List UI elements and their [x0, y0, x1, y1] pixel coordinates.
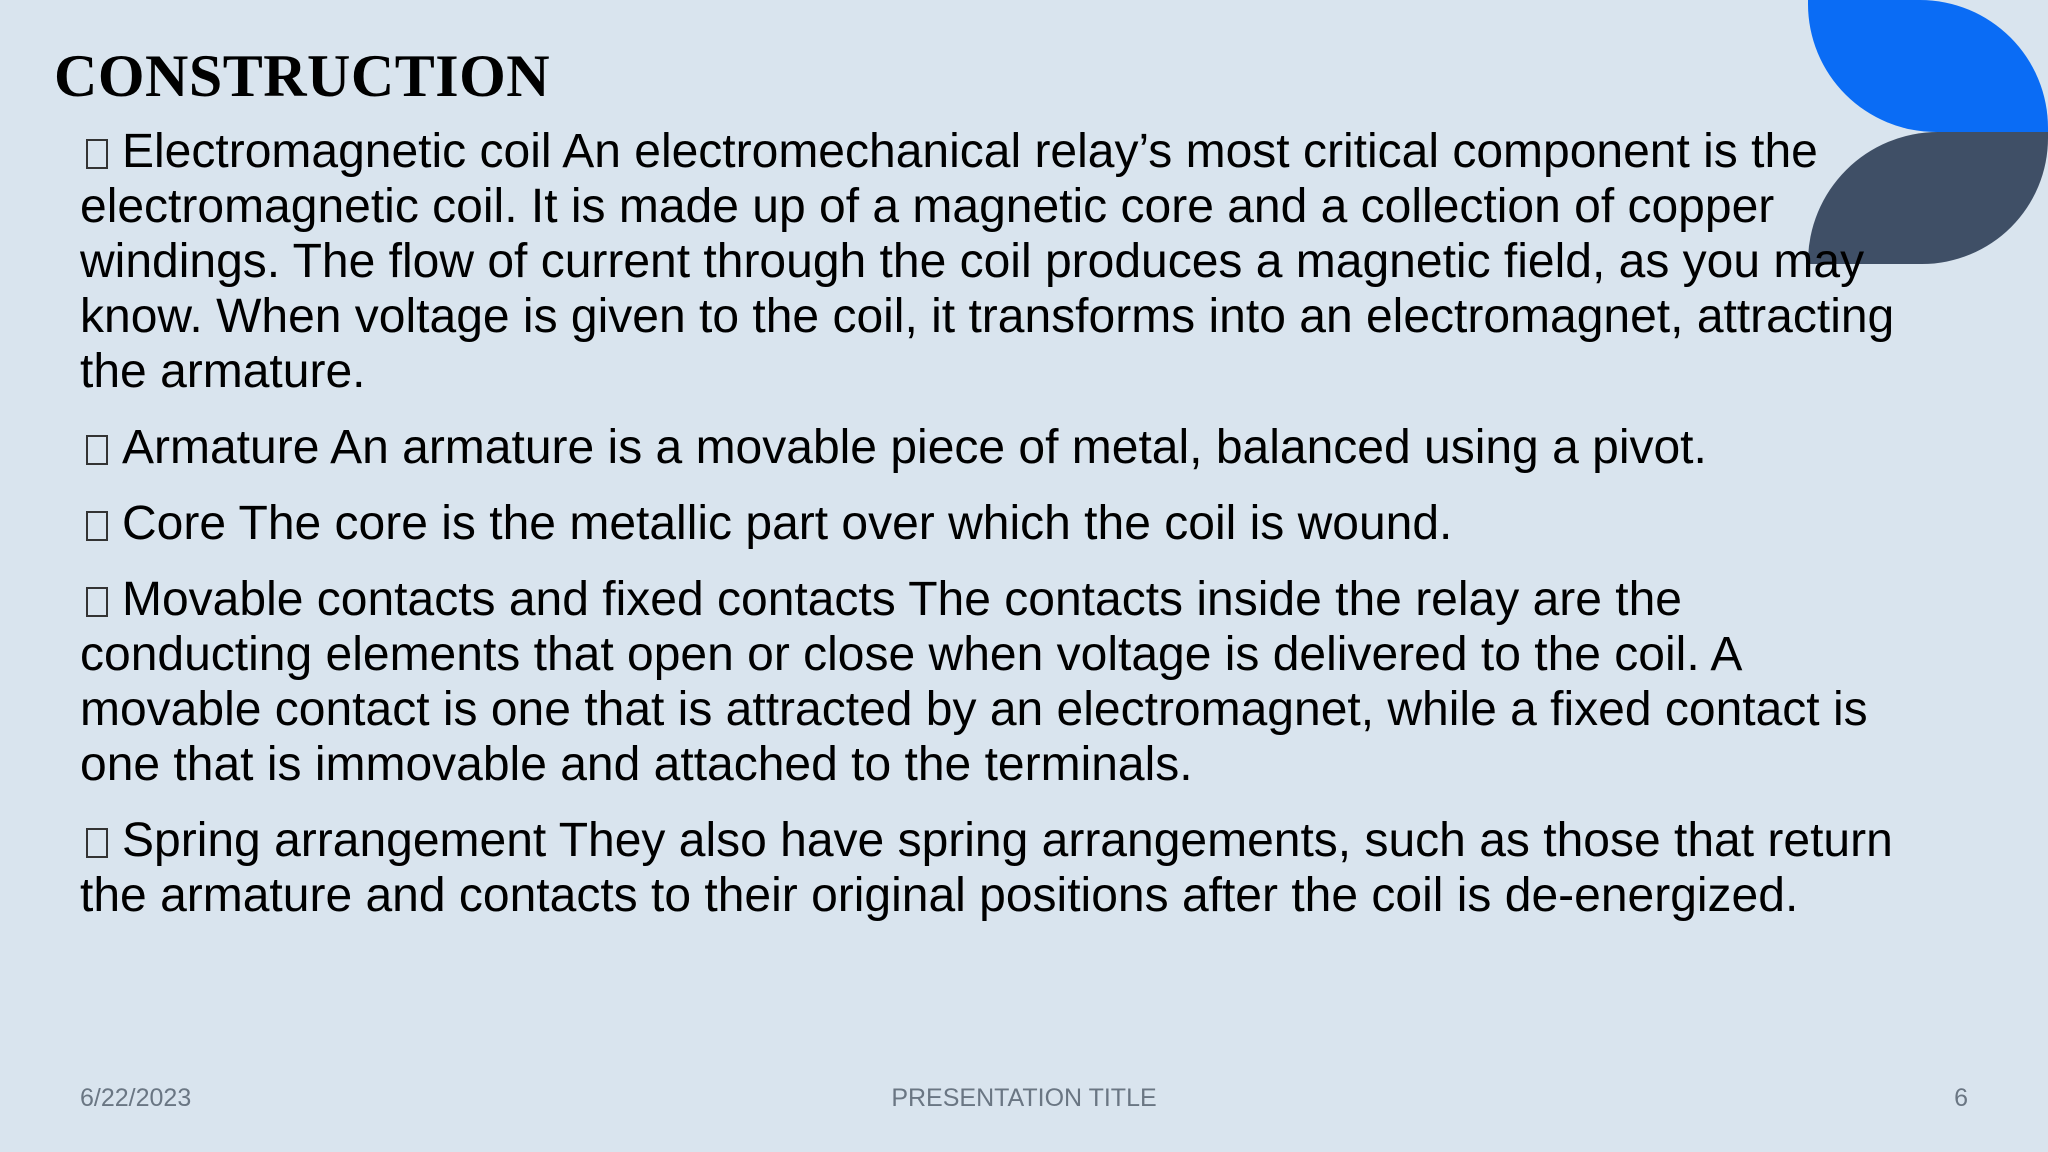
bullet-box-icon	[86, 435, 108, 465]
bullet-text: Armature An armature is a movable piece of metal, balanced using a pivot.	[122, 421, 1707, 474]
bullet-box-icon	[86, 139, 108, 169]
bullet-item	[80, 124, 1900, 399]
page-number: 6	[1954, 1084, 1968, 1112]
bullet-item	[80, 813, 1900, 923]
bullet-text: Core The core is the metallic part over which the coil is wound.	[122, 497, 1453, 550]
bullet-text: Movable contacts and fixed contacts The contacts inside the relay are the conducting elements that open or close when voltage is delivered to the coil. A movable contact is one that is attracted by an electromagnet, while a fixed contact is one that is immovable and attached to the terminals.	[80, 573, 1868, 791]
bullet-item	[80, 496, 1900, 551]
bullet-box-icon	[86, 587, 108, 617]
bullet-text: Electromagnetic coil An electromechanical relay’s most critical component is the electromagnetic coil. It is made up of a magnetic core and a collection of copper windings. The flow of current through the coil produces a magnetic field, as you may know. When voltage is given to the coil, it transforms into an electromagnet, attracting the armature.	[80, 125, 1895, 398]
footer-title: PRESENTATION TITLE	[891, 1084, 1157, 1112]
footer-date: 6/22/2023	[80, 1084, 192, 1112]
slide-title: CONSTRUCTION	[54, 43, 551, 109]
bullet-box-icon	[86, 828, 108, 858]
bullet-text: Spring arrangement They also have spring arrangements, such as those that return the armature and contacts to their original positions after the coil is de-energized.	[80, 814, 1893, 922]
bullet-item	[80, 420, 1900, 475]
bullet-box-icon	[86, 511, 108, 541]
bullet-list	[80, 124, 1900, 944]
bullet-item	[80, 572, 1900, 792]
blue-leaf-shape	[1808, 0, 2048, 132]
